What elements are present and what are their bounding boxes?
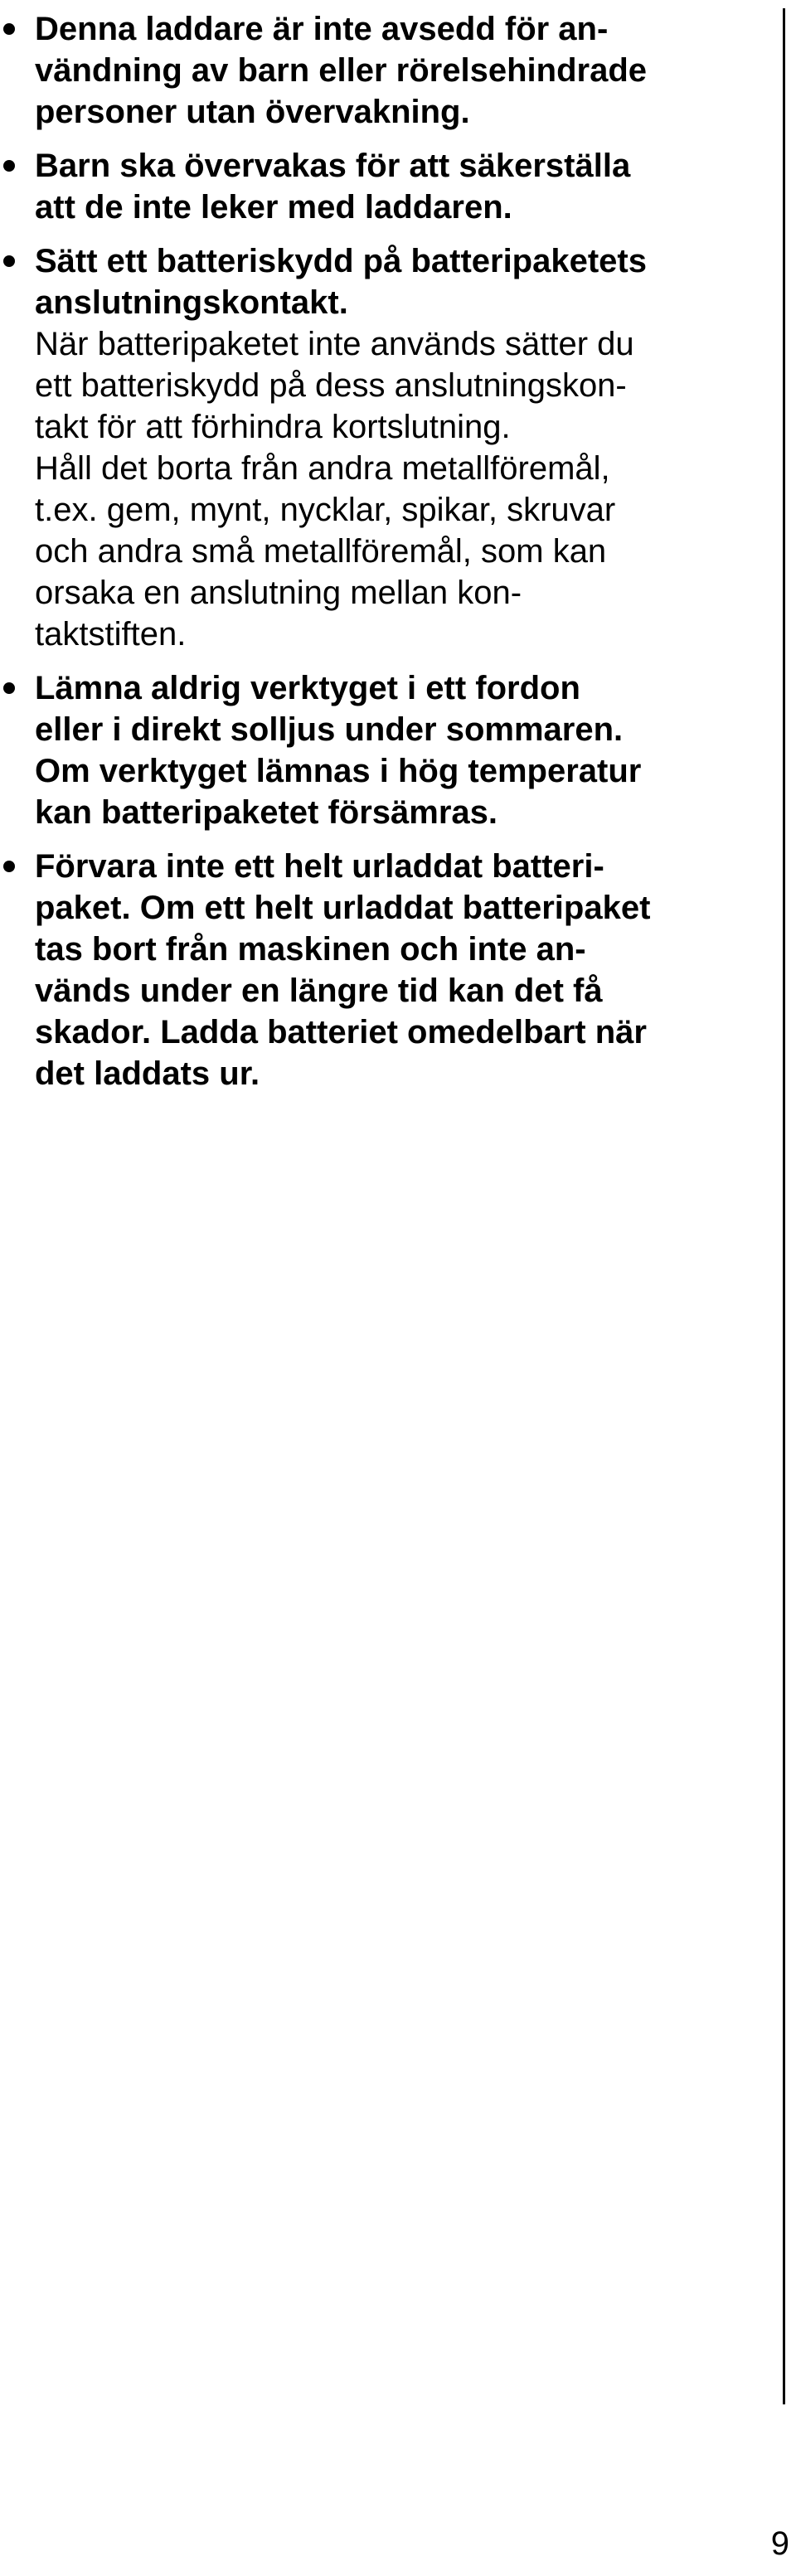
text-line: Förvara inte ett helt urladdat batteri- xyxy=(35,848,604,885)
text-line: Lämna aldrig verktyget i ett fordon xyxy=(35,670,580,706)
text-line: takt för att förhindra kortslutning. xyxy=(35,409,511,445)
text-line: och andra små metallföremål, som kan xyxy=(35,533,607,570)
text-line: Barn ska övervakas för att säkerställa xyxy=(35,148,631,184)
bullet-icon xyxy=(3,160,15,172)
text-line: kan batteripaketet försämras. xyxy=(35,794,498,831)
text-line: När batteripaketet inte används sätter du xyxy=(35,326,634,362)
text-line: eller i direkt solljus under sommaren. xyxy=(35,711,624,748)
text-line: anslutningskontakt. xyxy=(35,284,348,321)
text-line: vändning av barn eller rörelsehindrade xyxy=(35,52,648,89)
text-line: att de inte leker med laddaren. xyxy=(35,189,512,226)
text-line: orsaka en anslutning mellan kon- xyxy=(35,575,522,611)
text-line: tas bort från maskinen och inte an- xyxy=(35,931,586,968)
text-line: Sätt ett batteriskydd på batteripaketets xyxy=(35,243,647,279)
text-line: det laddats ur. xyxy=(35,1055,260,1092)
vertical-rule xyxy=(783,8,785,2404)
text-line: taktstiften. xyxy=(35,616,187,652)
bullet-icon xyxy=(3,255,15,267)
text-line: paket. Om ett helt urladdat batteripaket xyxy=(35,890,651,926)
bullet-icon xyxy=(3,23,15,35)
text-line: t.ex. gem, mynt, nycklar, spikar, skruvar xyxy=(35,492,616,528)
text-line: Om verktyget lämnas i hög temperatur xyxy=(35,753,642,789)
bullet-icon xyxy=(3,682,15,694)
text-line: skador. Ladda batteriet omedelbart när xyxy=(35,1014,647,1050)
text-line: personer utan övervakning. xyxy=(35,94,470,130)
text-line: Håll det borta från andra metallföremål, xyxy=(35,450,610,487)
text-line: ett batteriskydd på dess anslutningskon- xyxy=(35,367,627,404)
bullet-icon xyxy=(3,861,15,872)
text-line: vänds under en längre tid kan det få xyxy=(35,973,603,1009)
text-line: Denna laddare är inte avsedd för an- xyxy=(35,11,609,47)
page-number: 9 xyxy=(770,2525,789,2562)
